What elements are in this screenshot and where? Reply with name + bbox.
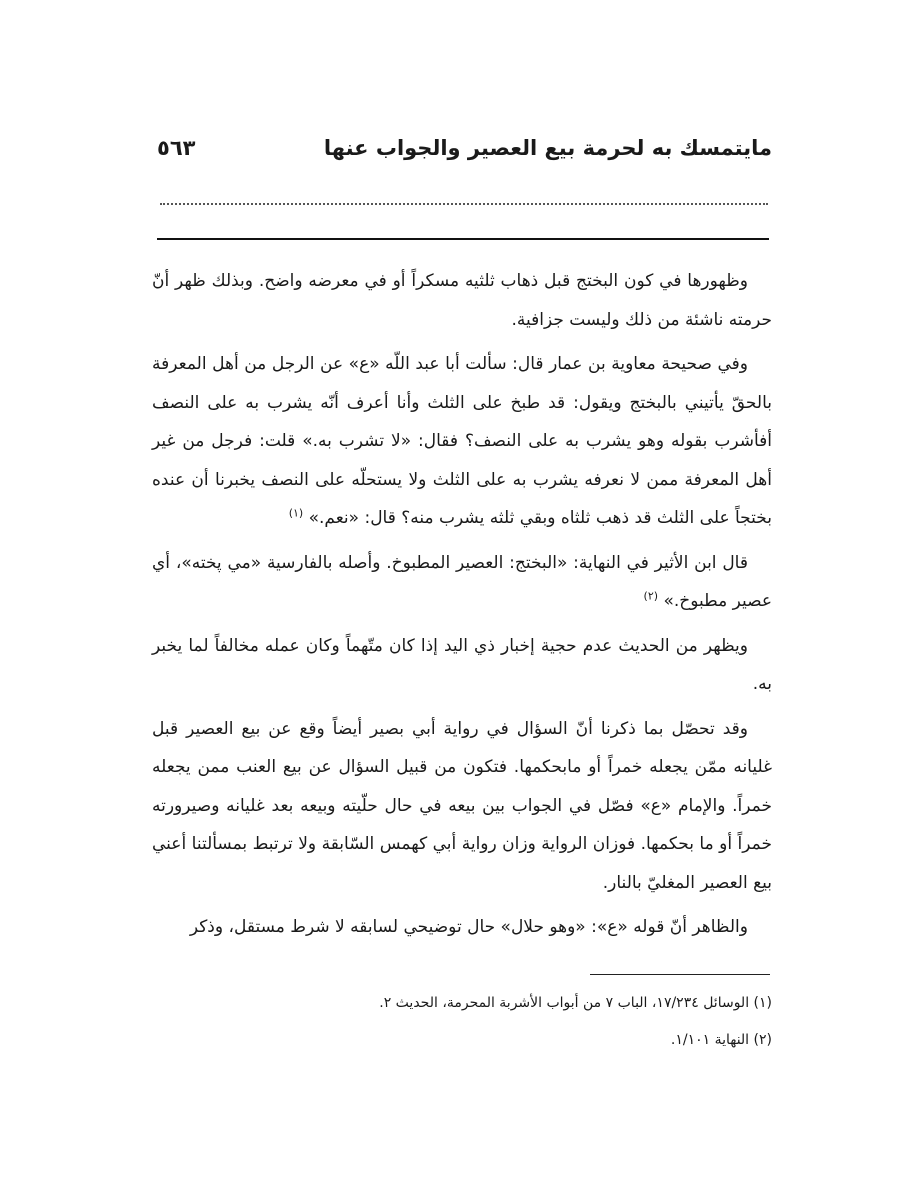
running-title: مايتمسك به لحرمة بيع العصير والجواب عنها [323,136,772,160]
paragraph-text: وظهورها في كون البختج قبل ذهاب ثلثيه مسكراً أو في معرضه واضح. وبذلك ظهر أنّ حرمته ناشئة من ذلك وليست جزافية. [152,271,772,330]
paragraph-text: وقد تحصّل بما ذكرنا أنّ السؤال في رواية أبي بصير أيضاً وقع عن بيع العصير قبل غليانه ممّن يجعله خمراً أو مابحكمها. فتكون من قبيل السؤال عن بيع العنب ممن يجعله خمراً. والإمام «ع» فصّل في الجواب بين بيعه في حال حلّيته وبيعه بعد غليانه وصيرورته خمراً أو ما بحكمها. فوزان الرواية وزان رواية أبي كهمس السّابقة ولا ترتبط بمسألتنا أعني بيع العصير المغليّ بالنار. [152,718,772,893]
paragraph [152,627,772,704]
header-rule [157,238,769,240]
paragraph [152,710,772,903]
paragraph-text: ويظهر من الحديث عدم حجية إخبار ذي اليد إذا كان متّهماً وكان عمله مخالفاً لما يخبر به. [152,635,772,694]
paragraph [152,544,772,621]
footnote: (٢) النهاية ١/١٠١. [670,1032,772,1048]
paragraph-text: وفي صحيحة معاوية بن عمار قال: سألت أبا عبد اللّه «ع» عن الرجل من أهل المعرفة بالحقّ يأتيني بالبختج ويقول: قد طبخ على الثلث وأنا أعرف أنّه يشرب به على النصف أفأشرب بقوله وهو يشرب به على النصف؟ فقال: «لا تشرب به.» قلت: فرجل من غير أهل المعرفة ممن لا نعرفه يشرب به على الثلث ولا يستحلّه على النصف يخبرنا أن عنده بختجاً على الثلث قد ذهب ثلثاه وبقي ثلثه يشرب منه؟ قال: «نعم.» [152,354,772,528]
page-number: ٥٦٣ [157,136,196,160]
footnote-ref: (٢) [643,589,659,603]
paragraph-text: قال ابن الأثير في النهاية: «البختج: العصير المطبوخ. وأصله بالفارسية «مي پخته»، أي عصير مطبوخ.» [152,552,772,611]
page-header [157,128,772,168]
footnote-ref: (١) [288,506,304,520]
footnote: (١) الوسائل ١٧/٢٣٤، الباب ٧ من أبواب الأشربة المحرمة، الحديث ٢. [379,995,772,1011]
footnotes [200,985,772,1059]
footnote-rule [590,974,770,975]
dotted-rule [160,203,768,205]
paragraph [152,908,772,947]
main-text [152,262,772,953]
paragraph [152,262,772,339]
paragraph [152,345,772,538]
paragraph-text: والظاهر أنّ قوله «ع»: «وهو حلال» حال توضيحي لسابقه لا شرط مستقل، وذكر [189,917,748,937]
